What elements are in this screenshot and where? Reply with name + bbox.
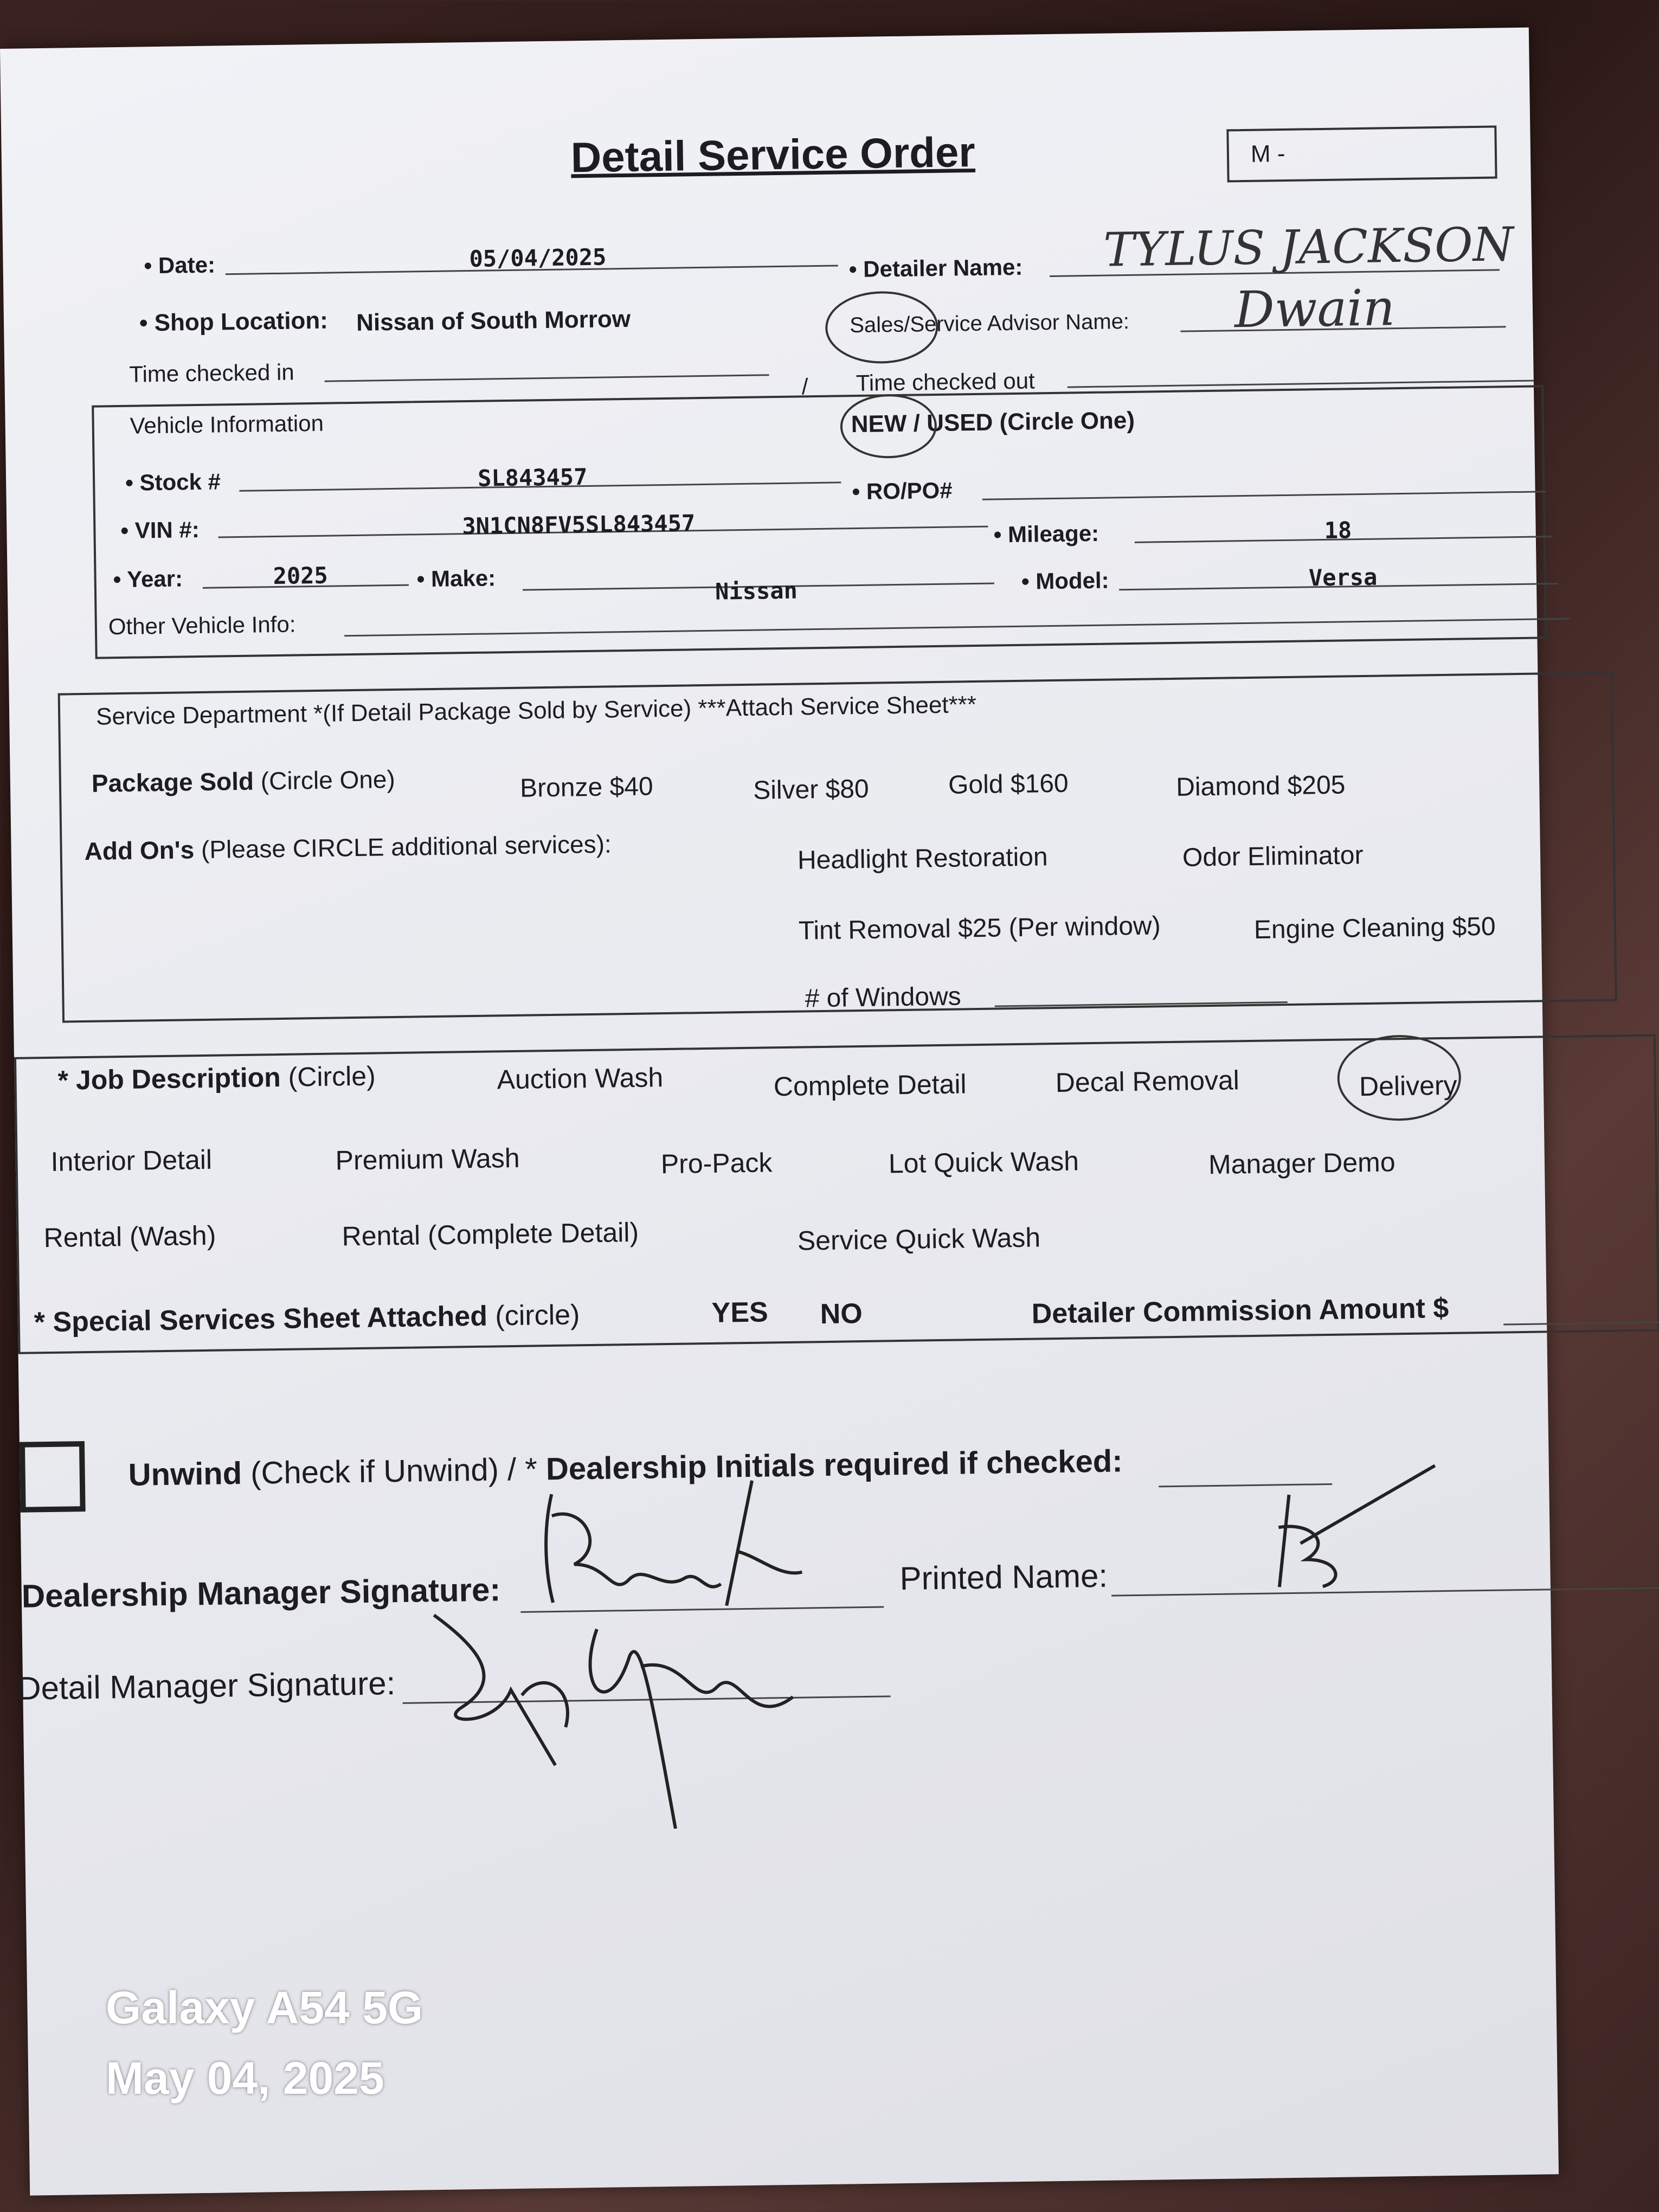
stock-value: SL843457 — [477, 463, 588, 492]
detail-manager-signature-label: Detail Manager Signature: — [17, 1665, 396, 1707]
printed-name-label: Printed Name: — [899, 1557, 1108, 1597]
job-description-bold: * Job Description — [57, 1062, 281, 1096]
unwind-checkbox[interactable] — [20, 1441, 86, 1513]
year-value: 2025 — [273, 562, 329, 590]
addon-engine[interactable]: Engine Cleaning $50 — [1253, 912, 1496, 944]
job-pro-pack[interactable]: Pro-Pack — [660, 1147, 773, 1180]
vin-value: 3N1CN8FV5SL843457 — [462, 510, 696, 540]
job-auction-wash[interactable]: Auction Wash — [497, 1062, 664, 1095]
form-title: Detail Service Order — [570, 127, 976, 182]
package-gold[interactable]: Gold $160 — [948, 769, 1069, 800]
m-number-label: M - — [1250, 140, 1285, 168]
year-label: • Year: — [113, 565, 183, 593]
package-silver[interactable]: Silver $80 — [753, 774, 870, 805]
shop-location-label: • Shop Location: — [139, 307, 329, 337]
special-no[interactable]: NO — [820, 1298, 863, 1330]
windows-label: # of Windows — [805, 982, 962, 1013]
addon-headlight[interactable]: Headlight Restoration — [797, 843, 1048, 875]
shop-location-value: Nissan of South Morrow — [356, 305, 631, 336]
job-description-label — [57, 1060, 376, 1096]
time-slash: / — [801, 374, 808, 400]
job-description-note: (Circle) — [288, 1060, 376, 1092]
job-lot-quick-wash[interactable]: Lot Quick Wash — [888, 1146, 1079, 1179]
job-premium-wash[interactable]: Premium Wash — [335, 1142, 520, 1176]
detailer-label: • Detailer Name: — [848, 254, 1023, 282]
new-used-choice[interactable]: NEW / USED (Circle One) — [851, 407, 1135, 438]
detail-manager-signature-scribble — [412, 1599, 827, 1832]
printed-name-scribble — [1256, 1460, 1453, 1593]
job-interior-detail[interactable]: Interior Detail — [50, 1144, 213, 1177]
unwind-bold: Unwind — [128, 1456, 242, 1493]
make-label: • Make: — [416, 565, 496, 592]
special-services-note: (circle) — [495, 1299, 580, 1332]
addon-odor[interactable]: Odor Eliminator — [1182, 841, 1364, 872]
commission-label: Detailer Commission Amount $ — [1031, 1292, 1449, 1330]
make-value: Nissan — [715, 577, 798, 605]
service-dept-header: Service Department *(If Detail Package Sold by Service) ***Attach Service Sheet*** — [95, 691, 977, 730]
m-number-box[interactable] — [1226, 125, 1497, 182]
package-sold-bold: Package Sold — [91, 767, 254, 798]
unwind-note: (Check if Unwind) / * — [250, 1451, 538, 1491]
model-value: Versa — [1308, 563, 1378, 591]
job-delivery[interactable]: Delivery — [1359, 1070, 1457, 1102]
date-watermark: May 04, 2025 — [106, 2053, 384, 2104]
mileage-label: • Mileage: — [993, 520, 1099, 548]
date-value: 05/04/2025 — [469, 243, 607, 272]
job-decal-removal[interactable]: Decal Removal — [1055, 1065, 1240, 1098]
advisor-label: Sales/Service Advisor Name: — [849, 309, 1130, 338]
advisor-handwritten: Dwain — [1234, 279, 1396, 339]
unwind-required: Dealership Initials required if checked: — [545, 1443, 1123, 1487]
other-info-label: Other Vehicle Info: — [108, 611, 296, 640]
package-diamond[interactable]: Diamond $205 — [1175, 770, 1346, 802]
date-label: • Date: — [144, 252, 216, 279]
addon-tint[interactable]: Tint Removal $25 (Per window) — [798, 911, 1161, 946]
model-label: • Model: — [1021, 567, 1109, 594]
special-yes[interactable]: YES — [711, 1296, 769, 1329]
time-in-label: Time checked in — [129, 359, 294, 387]
vin-label: • VIN #: — [120, 516, 200, 543]
ro-po-label: • RO/PO# — [852, 477, 953, 505]
package-bronze[interactable]: Bronze $40 — [519, 772, 654, 803]
manager-signature-scribble — [519, 1468, 879, 1614]
job-service-quick-wash[interactable]: Service Quick Wash — [797, 1222, 1041, 1256]
addons-bold: Add On's — [84, 835, 195, 865]
time-out-label: Time checked out — [856, 368, 1035, 396]
package-sold-note: (Circle One) — [260, 764, 396, 795]
package-sold-label — [92, 764, 396, 798]
detailer-handwritten: TYLUS JACKSON — [1103, 217, 1514, 278]
job-complete-detail[interactable]: Complete Detail — [773, 1069, 967, 1102]
mileage-value: 18 — [1324, 517, 1352, 544]
addons-note: (Please CIRCLE additional services): — [201, 829, 612, 864]
stock-label: • Stock # — [125, 468, 221, 496]
job-rental-wash[interactable]: Rental (Wash) — [43, 1220, 216, 1253]
service-order-sheet — [0, 28, 1559, 2196]
time-in-line[interactable] — [325, 374, 769, 382]
advisor-circle-mark — [825, 291, 938, 364]
job-rental-complete[interactable]: Rental (Complete Detail) — [342, 1217, 639, 1252]
job-manager-demo[interactable]: Manager Demo — [1208, 1147, 1396, 1180]
special-services-bold: * Special Services Sheet Attached — [34, 1300, 488, 1339]
device-watermark: Galaxy A54 5G — [106, 1982, 423, 2033]
vehicle-info-label: Vehicle Information — [130, 410, 324, 439]
manager-signature-label: Dealership Manager Signature: — [21, 1571, 501, 1615]
